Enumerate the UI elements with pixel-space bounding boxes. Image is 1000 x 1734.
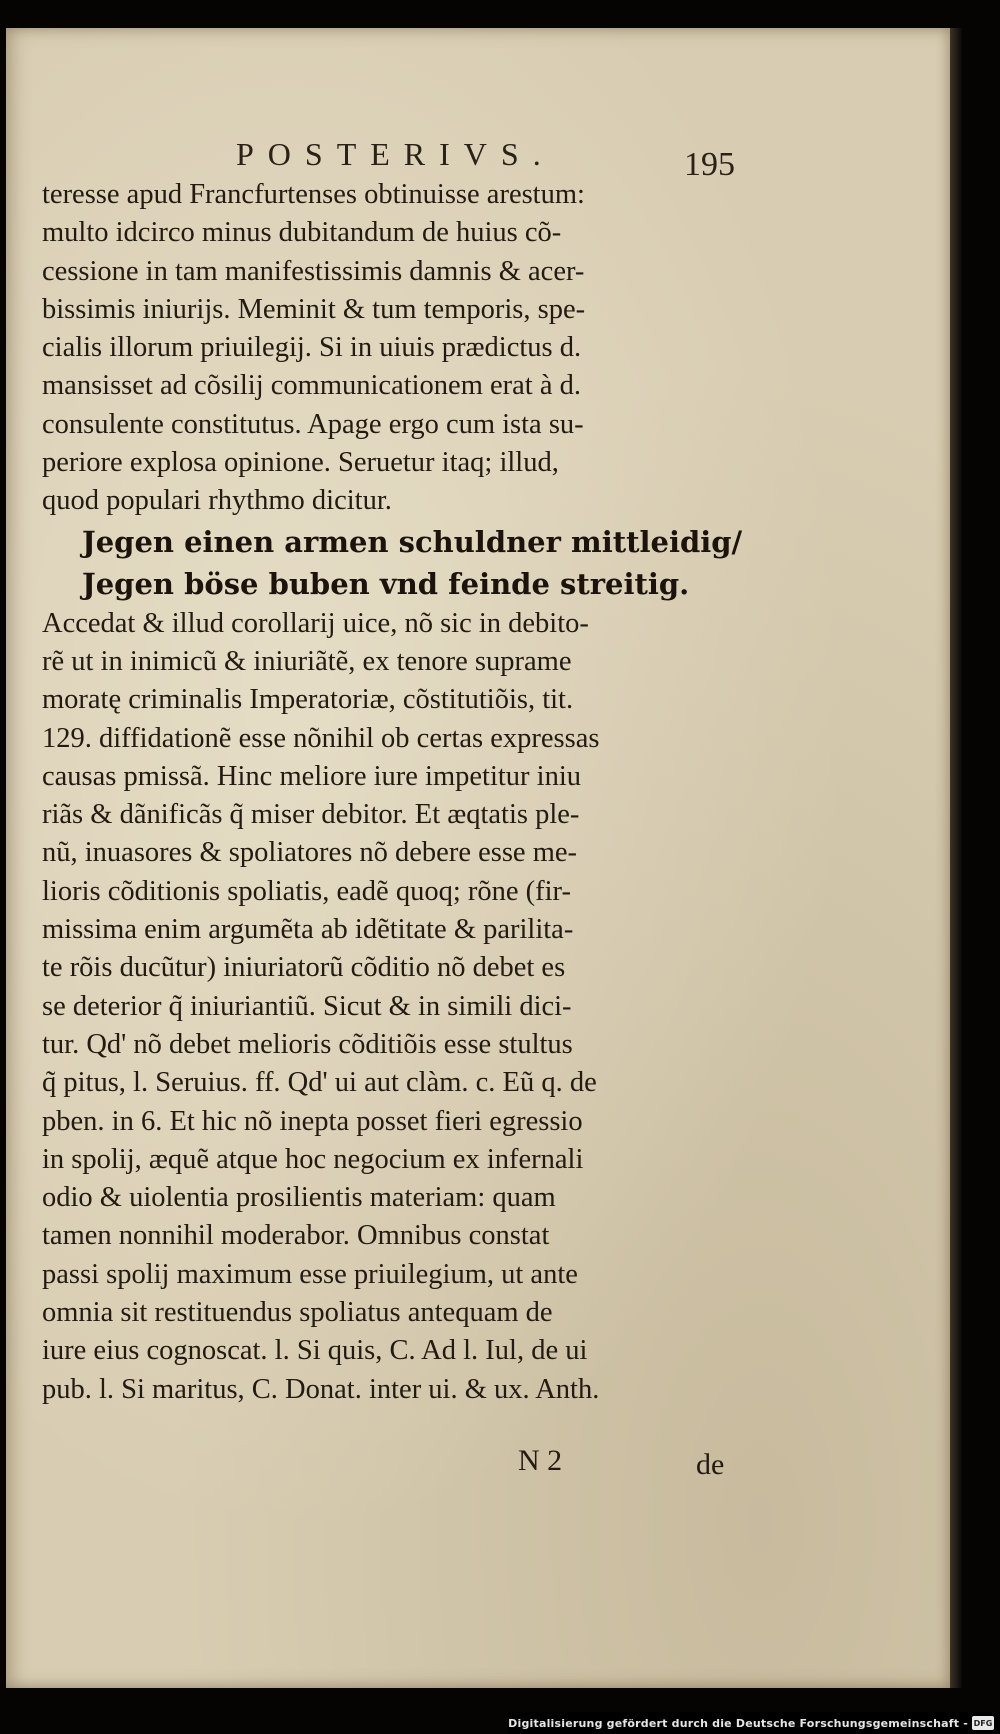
text-line: passi spolij maximum esse priuilegium, ut ante [42,1258,578,1290]
text-line: periore explosa opinione. Seruetur itaq; illud, [42,447,559,479]
dfg-logo-icon: DFG [972,1716,994,1730]
text-line: bissimis iniurijs. Meminit & tum temporis, spe- [42,293,586,325]
page-number: 195 [684,146,735,183]
text-line: cialis illorum priuilegij. Si in uiuis prædictus d. [42,332,582,364]
text-line: iure eius cognoscat. l. Si quis, C. Ad l. Iul, de ui [42,1335,588,1367]
text-line: nũ, inuasores & spoliatores nõ debere esse me- [42,837,578,869]
text-line: teresse apud Francfurtenses obtinuisse arestum: [42,179,585,210]
german-verse-line: Jegen böse buben vnd feinde streitig. [82,566,690,601]
text-line: tamen nonnihil moderabor. Omnibus constat [42,1220,550,1252]
text-line: cessione in tam manifestissimis damnis & acer- [42,255,585,287]
text-line: q̃ pitus, l. Seruius. ff. Qd' ui aut clàm. c. Eũ q. de [42,1067,597,1099]
text-line: 129. diffidationẽ esse nõnihil ob certas expressas [42,722,600,754]
text-line: quod populari rhythmo dicitur. [42,485,392,517]
text-line: te rõis ducũtur) iniuriatorũ cõditio nõ debet es [42,952,566,984]
text-line: pben. in 6. Et hic nõ inepta posset fieri egressio [42,1105,583,1137]
text-line: in spolij, æquẽ atque hoc negocium ex infernali [42,1143,584,1175]
catchword-line [6,1438,950,1488]
text-block [42,176,742,1409]
text-line: se deterior q̃ iniuriantiũ. Sicut & in simili dici- [42,990,572,1022]
text-line: causas pmissã. Hinc meliore iure impetitur iniu [42,760,581,792]
page-header [6,118,950,183]
text-line: Accedat & illud corollarij uice, nõ sic in debito- [42,607,589,639]
text-line: rẽ ut in inimicũ & iniuriãtẽ, ex tenore suprame [42,645,572,677]
funding-notice: Digitalisierung gefördert durch die Deutsche Forschungsgemeinschaft - [508,1716,968,1730]
text-line: missima enim argumẽta ab idẽtitate & parilita- [42,914,574,946]
german-verse-line: Jegen einen armen schuldner mittleidig/ [82,524,742,559]
footer-bar [508,1712,1000,1734]
book-page [6,28,950,1688]
text-line: moratę criminalis Imperatoriæ, cõstitutiõis, tit. [42,684,574,716]
text-line: tur. Qd' nõ debet melioris cõditiõis esse stultus [42,1028,573,1060]
text-line: mansisset ad cõsilij communicationem erat à d. [42,370,581,402]
text-line: multo idcirco minus dubitandum de huius cõ- [42,217,562,249]
page-edge-shadow [950,28,962,1688]
signature-mark: N 2 [518,1444,563,1477]
text-line: lioris cõditionis spoliatis, eadẽ quoq; rõne (fir- [42,875,571,907]
running-title: POSTERIVS. [236,136,555,172]
text-line: pub. l. Si maritus, C. Donat. inter ui. & ux. Anth. [42,1373,600,1405]
text-line: odio & uiolentia prosilientis materiam: quam [42,1182,556,1214]
catchword: de [696,1448,725,1481]
text-line: riãs & dãnificãs q̃ miser debitor. Et æqtatis ple- [42,799,580,831]
text-line: omnia sit restituendus spoliatus antequam de [42,1297,553,1329]
text-line: consulente constitutus. Apage ergo cum ista su- [42,408,584,440]
